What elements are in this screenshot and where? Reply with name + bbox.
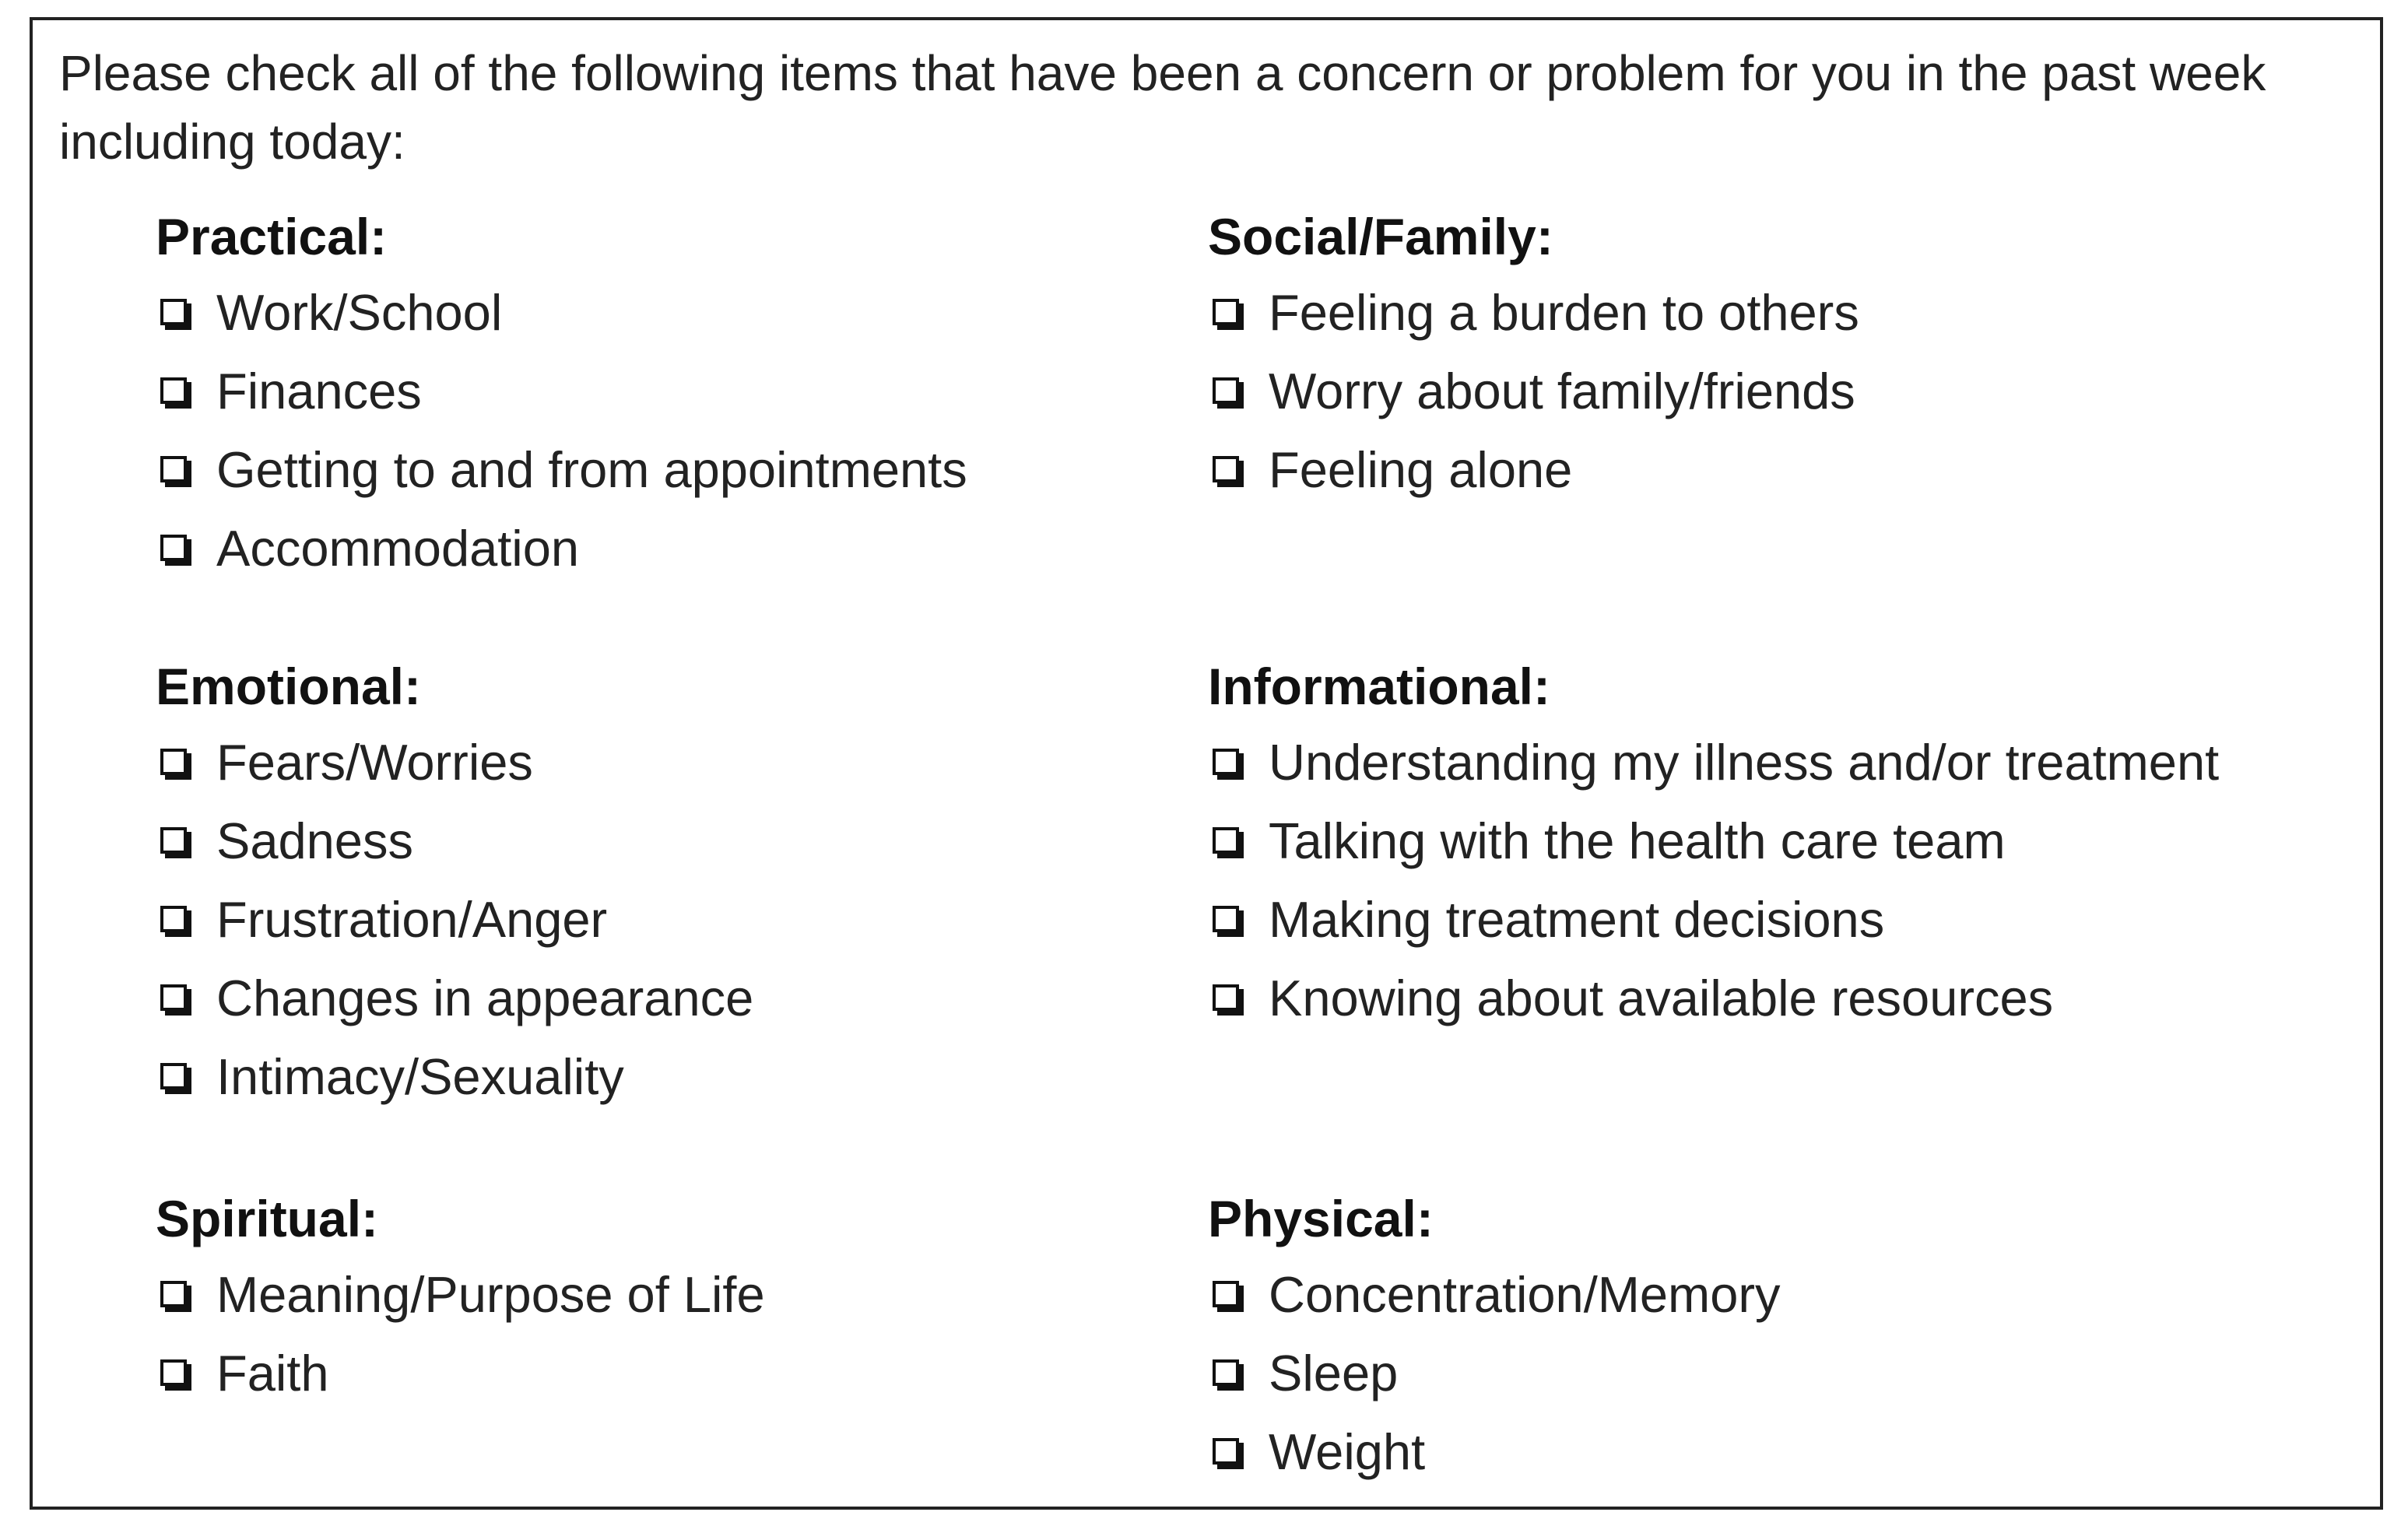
checkbox[interactable] [160,535,187,561]
checklist-item-concentration[interactable] [1208,1258,2297,1336]
item-label: Fears/Worries [216,734,533,791]
item-label: Sadness [216,812,413,869]
checklist-item-understanding-illness[interactable] [1208,725,2297,804]
checklist-item-weight[interactable] [1208,1415,2297,1493]
checklist-item-resources[interactable] [1208,961,2297,1040]
item-label: Intimacy/Sexuality [216,1048,624,1105]
checkbox[interactable] [1213,1438,1239,1465]
section-heading: Social/Family: [1208,208,1553,265]
checklist-item-sleep[interactable] [1208,1336,2297,1415]
item-label: Getting to and from appointments [216,441,967,498]
checklist-item-sadness[interactable] [156,804,1245,882]
item-label: Worry about family/friends [1269,363,1855,419]
checkbox[interactable] [160,1359,187,1386]
checklist-item-accommodation[interactable] [156,511,1245,590]
section-heading: Emotional: [156,658,421,715]
checkbox[interactable] [1213,906,1239,932]
checklist-item-work-school[interactable] [156,275,1245,354]
section-emotional [156,655,1245,1118]
item-label: Accommodation [216,520,580,577]
checkbox[interactable] [160,827,187,854]
checklist-item-worry-family[interactable] [1208,354,2297,433]
checklist-item-feeling-alone[interactable] [1208,433,2297,511]
item-label: Talking with the health care team [1269,812,2006,869]
item-label: Frustration/Anger [216,891,608,948]
checklist-item-frustration[interactable] [156,882,1245,961]
section-physical [1208,1187,2297,1493]
checkbox[interactable] [160,377,187,404]
checklist-item-treatment-decisions[interactable] [1208,882,2297,961]
section-social-family [1208,205,2297,511]
section-spiritual [156,1187,1245,1415]
section-heading: Physical: [1208,1190,1434,1247]
item-label: Faith [216,1345,329,1401]
instructions-text: Please check all of the following items that have been a concern or problem for you in the past week including today: [59,45,2266,170]
section-heading: Informational: [1208,658,1550,715]
checkbox[interactable] [160,1281,187,1307]
item-label: Understanding my illness and/or treatment [1269,734,2220,791]
checkbox[interactable] [1213,984,1239,1011]
checklist-item-appearance[interactable] [156,961,1245,1040]
section-practical [156,205,1245,590]
checklist-item-fears[interactable] [156,725,1245,804]
item-label: Finances [216,363,422,419]
item-label: Feeling a burden to others [1269,284,1859,341]
item-label: Weight [1269,1423,1426,1480]
checkbox[interactable] [1213,749,1239,775]
checklist-item-intimacy[interactable] [156,1040,1245,1118]
checkbox[interactable] [1213,456,1239,482]
checkbox[interactable] [160,456,187,482]
item-label: Meaning/Purpose of Life [216,1266,765,1323]
item-label: Knowing about available resources [1269,970,2054,1026]
checklist-item-meaning[interactable] [156,1258,1245,1336]
checkbox[interactable] [1213,1281,1239,1307]
item-label: Work/School [216,284,503,341]
checklist-item-faith[interactable] [156,1336,1245,1415]
item-label: Feeling alone [1269,441,1573,498]
checklist-item-burden[interactable] [1208,275,2297,354]
item-label: Changes in appearance [216,970,754,1026]
section-heading: Spiritual: [156,1190,379,1247]
checkbox[interactable] [1213,377,1239,404]
checklist-item-talking-care-team[interactable] [1208,804,2297,882]
checklist-item-appointments[interactable] [156,433,1245,511]
checkbox[interactable] [1213,1359,1239,1386]
section-informational [1208,655,2297,1040]
checkbox[interactable] [160,749,187,775]
item-label: Concentration/Memory [1269,1266,1781,1323]
item-label: Making treatment decisions [1269,891,1885,948]
checkbox[interactable] [160,906,187,932]
item-label: Sleep [1269,1345,1399,1401]
checkbox[interactable] [160,984,187,1011]
checklist-item-finances[interactable] [156,354,1245,433]
checkbox[interactable] [1213,827,1239,854]
checkbox[interactable] [160,299,187,325]
checkbox[interactable] [160,1063,187,1089]
section-heading: Practical: [156,208,388,265]
checkbox[interactable] [1213,299,1239,325]
